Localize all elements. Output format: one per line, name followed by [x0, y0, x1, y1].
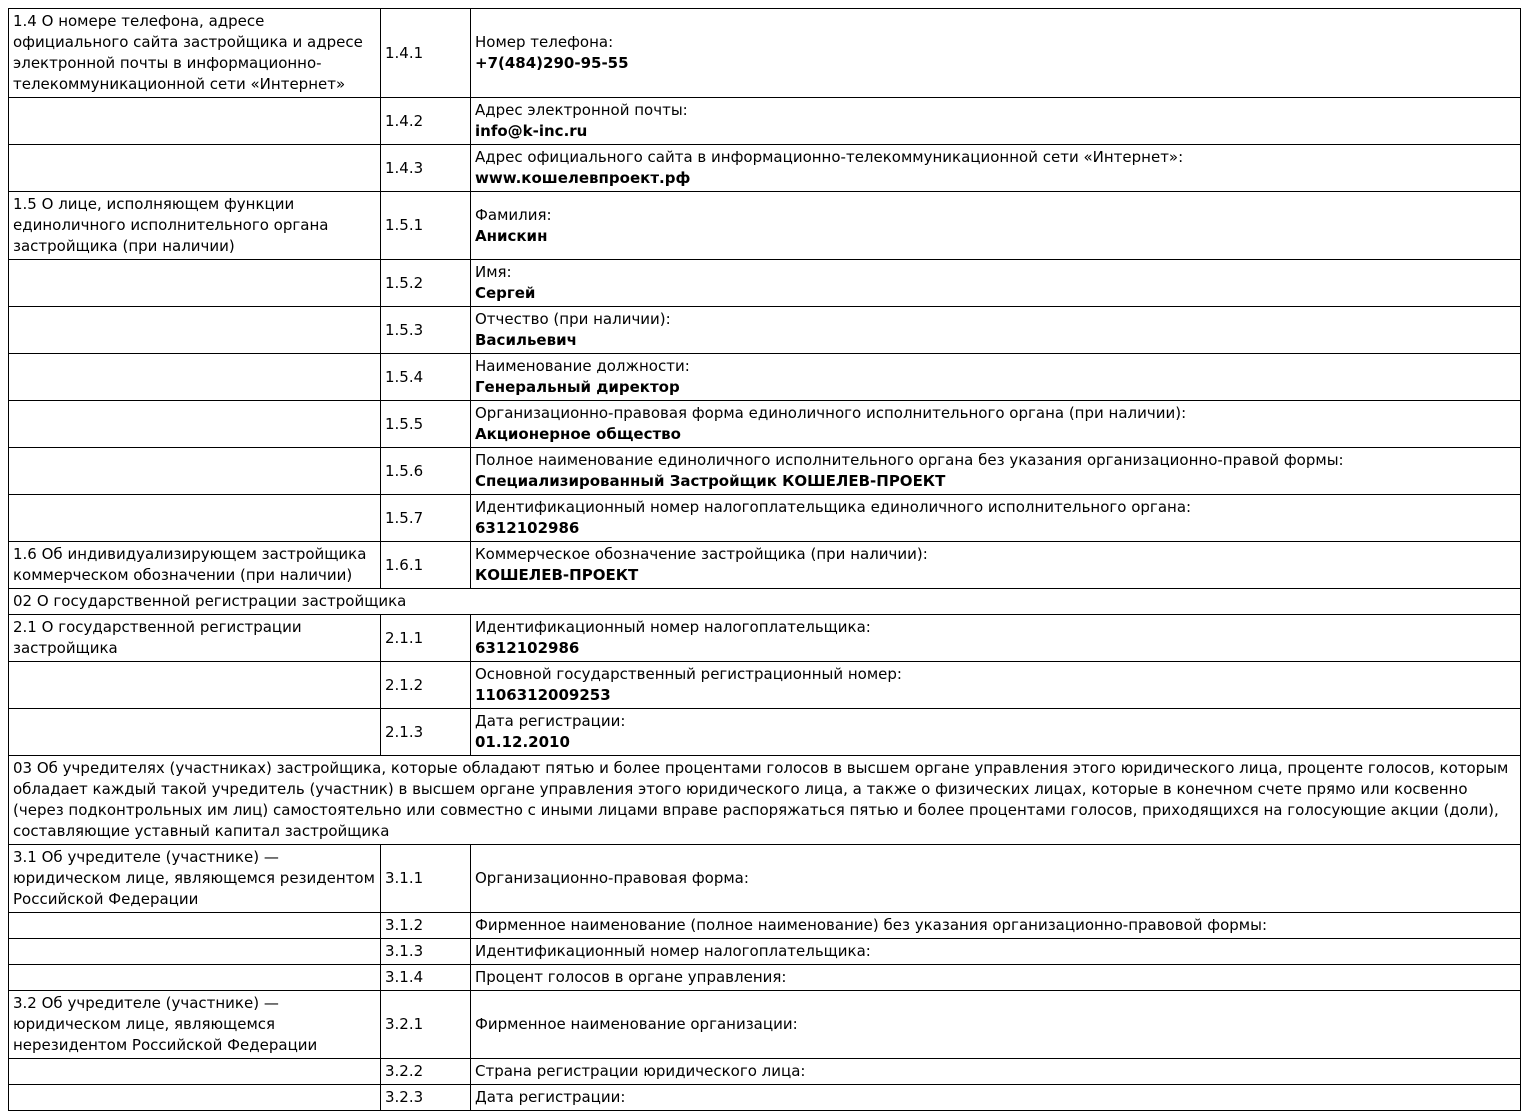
field-value: 1106312009253	[475, 686, 611, 704]
group-title-cell: 1.5 О лице, исполняющем функции единоличного исполнительного органа застройщика (при наличии)	[9, 192, 381, 260]
field-label: Номер телефона:	[475, 33, 614, 51]
table-row	[9, 448, 1521, 495]
group-title-cell: 3.1 Об учредителе (участнике) — юридическом лице, являющемся резидентом Российской Федерации	[9, 845, 381, 913]
field-cell	[471, 192, 1521, 260]
item-code-cell: 1.5.2	[381, 260, 471, 307]
group-title-cell: 2.1 О государственной регистрации застройщика	[9, 615, 381, 662]
group-title-cell	[9, 448, 381, 495]
field-label: Дата регистрации:	[475, 712, 626, 730]
item-code-cell: 2.1.3	[381, 709, 471, 756]
table-row	[9, 354, 1521, 401]
field-label: Адрес официального сайта в информационно-телекоммуникационной сети «Интернет»:	[475, 148, 1184, 166]
field-cell	[471, 939, 1521, 965]
item-code-cell: 3.2.1	[381, 991, 471, 1059]
field-label: Отчество (при наличии):	[475, 310, 671, 328]
field-cell	[471, 615, 1521, 662]
field-label: Организационно-правовая форма:	[475, 869, 749, 887]
field-value: Акционерное общество	[475, 425, 681, 443]
field-cell	[471, 9, 1521, 98]
field-cell	[471, 542, 1521, 589]
table-row	[9, 98, 1521, 145]
item-code-cell: 3.2.3	[381, 1085, 471, 1111]
item-code-cell: 3.1.2	[381, 913, 471, 939]
field-label: Фамилия:	[475, 205, 552, 224]
field-cell	[471, 98, 1521, 145]
field-label: Имя:	[475, 263, 512, 281]
table-row	[9, 307, 1521, 354]
field-label: Адрес электронной почты:	[475, 101, 688, 119]
field-cell	[471, 1059, 1521, 1085]
item-code-cell: 1.5.7	[381, 495, 471, 542]
field-label: Страна регистрации юридического лица:	[475, 1062, 806, 1080]
field-value: 6312102986	[475, 639, 580, 657]
field-label: Процент голосов в органе управления:	[475, 968, 787, 986]
item-code-cell: 1.5.4	[381, 354, 471, 401]
item-code-cell: 1.5.6	[381, 448, 471, 495]
field-cell	[471, 145, 1521, 192]
table-row	[9, 542, 1521, 589]
field-label: Полное наименование единоличного исполнительного органа без указания организационно-правой формы:	[475, 451, 1344, 469]
field-value: Сергей	[475, 284, 536, 302]
field-cell	[471, 448, 1521, 495]
field-cell	[471, 709, 1521, 756]
item-code-cell: 3.1.4	[381, 965, 471, 991]
item-code-cell: 3.1.1	[381, 845, 471, 913]
table-row	[9, 495, 1521, 542]
group-title-cell	[9, 145, 381, 192]
group-title-cell: 1.4 О номере телефона, адресе официального сайта застройщика и адресе электронной почты в информационно-телекоммуникационной сети «Интернет»	[9, 9, 381, 98]
table-row	[9, 913, 1521, 939]
item-code-cell: 2.1.2	[381, 662, 471, 709]
table-row	[9, 401, 1521, 448]
field-cell	[471, 354, 1521, 401]
item-code-cell: 1.4.3	[381, 145, 471, 192]
group-title-cell	[9, 913, 381, 939]
field-label: Организационно-правовая форма единоличного исполнительного органа (при наличии):	[475, 404, 1187, 422]
field-cell	[471, 495, 1521, 542]
group-title-cell	[9, 939, 381, 965]
field-label: Наименование должности:	[475, 357, 690, 375]
table-row	[9, 709, 1521, 756]
field-value: Генеральный директор	[475, 378, 680, 396]
field-value: +7(484)290-95-55	[475, 54, 629, 72]
field-label: Идентификационный номер налогоплательщика:	[475, 942, 871, 960]
table-row	[9, 965, 1521, 991]
group-title-cell	[9, 495, 381, 542]
table-row	[9, 939, 1521, 965]
field-value: Анискин	[475, 226, 548, 245]
field-label: Идентификационный номер налогоплательщика:	[475, 618, 871, 636]
item-code-cell: 1.5.3	[381, 307, 471, 354]
group-title-cell	[9, 709, 381, 756]
field-cell	[471, 1085, 1521, 1111]
item-code-cell: 1.4.1	[381, 9, 471, 98]
field-value: Специализированный Застройщик КОШЕЛЕВ-ПРОЕКТ	[475, 472, 946, 490]
field-cell	[471, 401, 1521, 448]
field-cell	[471, 845, 1521, 913]
table-row	[9, 1085, 1521, 1111]
field-value: info@k-inc.ru	[475, 122, 588, 140]
table-row	[9, 615, 1521, 662]
field-label: Основной государственный регистрационный номер:	[475, 665, 902, 683]
table-row	[9, 662, 1521, 709]
declaration-table-body	[9, 9, 1521, 1111]
field-label: Фирменное наименование (полное наименование) без указания организационно-правовой формы:	[475, 916, 1268, 934]
field-label: Дата регистрации:	[475, 1088, 626, 1106]
group-title-cell	[9, 1085, 381, 1111]
group-title-cell	[9, 260, 381, 307]
field-value: КОШЕЛЕВ-ПРОЕКТ	[475, 566, 639, 584]
field-cell	[471, 260, 1521, 307]
declaration-table	[8, 8, 1521, 1111]
field-cell	[471, 991, 1521, 1059]
field-cell	[471, 965, 1521, 991]
field-label: Фирменное наименование организации:	[475, 1015, 798, 1033]
table-row	[9, 845, 1521, 913]
table-row	[9, 9, 1521, 98]
field-value: www.кошелевпроект.рф	[475, 169, 691, 187]
table-row	[9, 145, 1521, 192]
field-cell	[471, 913, 1521, 939]
field-value: 6312102986	[475, 519, 580, 537]
field-label: Идентификационный номер налогоплательщика единоличного исполнительного органа:	[475, 498, 1192, 516]
group-title-cell: 3.2 Об учредителе (участнике) — юридическом лице, являющемся нерезидентом Российской Федерации	[9, 991, 381, 1059]
section-header-text: 02 О государственной регистрации застройщика	[9, 589, 1521, 615]
item-code-cell: 2.1.1	[381, 615, 471, 662]
group-title-cell: 1.6 Об индивидуализирующем застройщика коммерческом обозначении (при наличии)	[9, 542, 381, 589]
item-code-cell: 1.6.1	[381, 542, 471, 589]
item-code-cell: 1.5.1	[381, 192, 471, 260]
section-header-row	[9, 756, 1521, 845]
item-code-cell: 1.4.2	[381, 98, 471, 145]
field-cell	[471, 307, 1521, 354]
field-label: Коммерческое обозначение застройщика (при наличии):	[475, 545, 928, 563]
table-row	[9, 192, 1521, 260]
table-row	[9, 1059, 1521, 1085]
group-title-cell	[9, 965, 381, 991]
item-code-cell: 3.1.3	[381, 939, 471, 965]
group-title-cell	[9, 1059, 381, 1085]
group-title-cell	[9, 98, 381, 145]
field-cell	[471, 662, 1521, 709]
item-code-cell: 3.2.2	[381, 1059, 471, 1085]
group-title-cell	[9, 307, 381, 354]
section-header-row	[9, 589, 1521, 615]
field-value: 01.12.2010	[475, 733, 570, 751]
group-title-cell	[9, 401, 381, 448]
field-value: Васильевич	[475, 331, 577, 349]
group-title-cell	[9, 354, 381, 401]
section-header-text: 03 Об учредителях (участниках) застройщика, которые обладают пятью и более процентами голосов в высшем органе управления этого юридического лица, проценте голосов, которым обладает каждый такой учредитель (участник) в высшем органе управления этого юридического лица, а также о физических лицах, которые в конечном счете прямо или косвенно (через подконтрольных им лиц) самостоятельно или совместно с иными лицами вправе распоряжаться пятью и более процентами голосов, приходящихся на голосующие акции (доли), составляющие уставный капитал застройщика	[9, 756, 1521, 845]
item-code-cell: 1.5.5	[381, 401, 471, 448]
table-row	[9, 260, 1521, 307]
group-title-cell	[9, 662, 381, 709]
table-row	[9, 991, 1521, 1059]
